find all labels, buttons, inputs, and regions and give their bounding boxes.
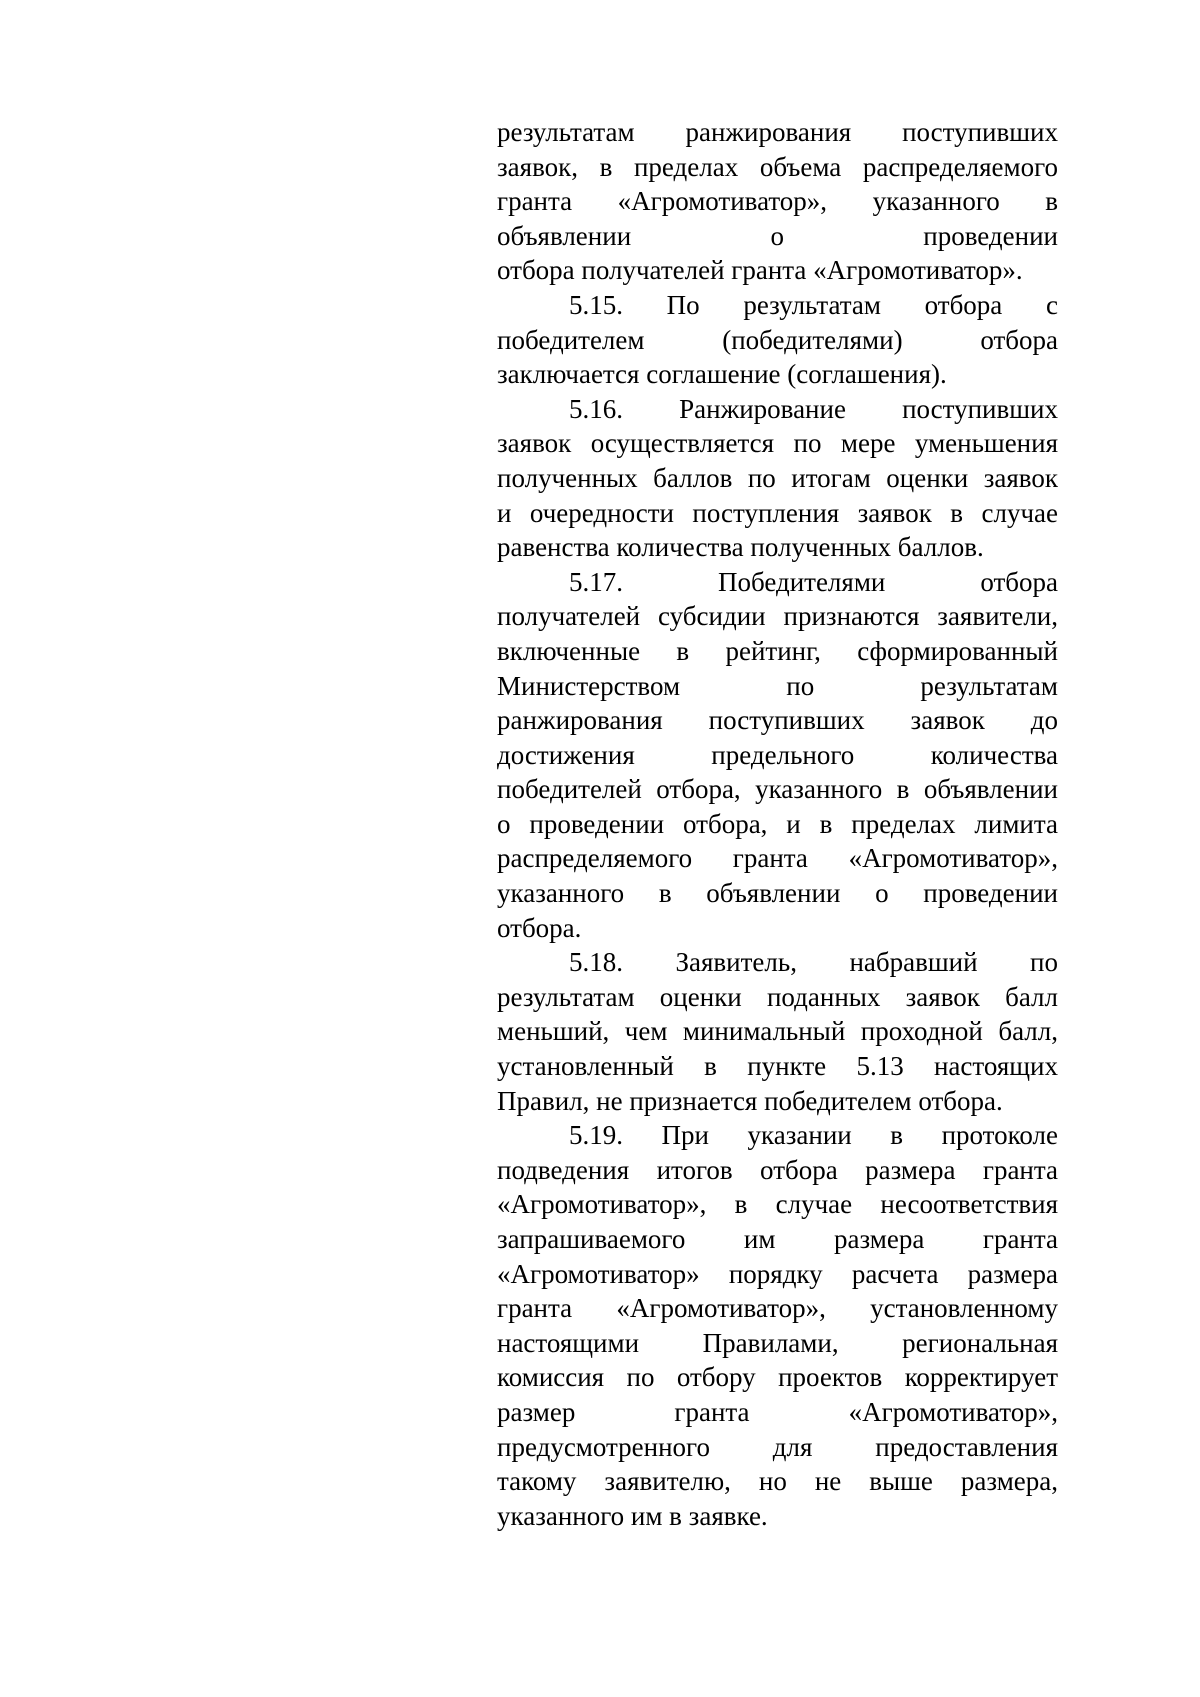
numbered-paragraph xyxy=(497,288,1058,392)
word: набравший xyxy=(849,947,978,978)
text-line: предусмотренного для предоставления xyxy=(497,1431,1058,1462)
text-line: «Агромотиватор», в случае несоответствия xyxy=(497,1189,1058,1220)
text-line: включенные в рейтинг, сформированный xyxy=(497,635,1058,666)
text-line: о проведении отбора, и в пределах лимита xyxy=(497,808,1058,839)
text-line: результатам оценки поданных заявок балл xyxy=(497,981,1058,1012)
continuation-paragraph xyxy=(497,115,1058,288)
text-line: ранжирования поступивших заявок до xyxy=(497,705,1058,736)
text-line: победителем (победителями) отбора xyxy=(497,324,1058,355)
word: результатам xyxy=(743,289,881,320)
text-line xyxy=(497,392,1058,427)
text-line xyxy=(497,945,1058,980)
numbered-paragraph xyxy=(497,565,1058,946)
word: По xyxy=(666,289,700,320)
text-line: равенства количества полученных баллов. xyxy=(497,532,984,563)
text-line: получателей субсидии признаются заявители, xyxy=(497,601,1058,632)
text-line: размер гранта «Агромотиватор», xyxy=(497,1396,1058,1427)
text-line: отбора. xyxy=(497,912,582,943)
text-line: и очередности поступления заявок в случае xyxy=(497,497,1058,528)
paragraph-number: 5.18. xyxy=(569,947,623,978)
text-line: отбора получателей гранта «Агромотиватор». xyxy=(497,255,1023,286)
text-line: результатам ранжирования поступивших xyxy=(497,117,1058,147)
text-line: меньший, чем минимальный проходной балл, xyxy=(497,1016,1058,1047)
text-line: «Агромотиватор» порядку расчета размера xyxy=(497,1258,1058,1289)
word: указании xyxy=(747,1120,852,1151)
text-line xyxy=(497,565,1058,600)
text-line: заявок, в пределах объема распределяемого xyxy=(497,151,1058,182)
text-line: настоящими Правилами, региональная xyxy=(497,1327,1058,1358)
word: с xyxy=(1045,289,1058,320)
word: отбора xyxy=(980,566,1058,597)
text-line: достижения предельного количества xyxy=(497,739,1058,770)
text-column xyxy=(497,115,1058,1533)
text-line: установленный в пункте 5.13 настоящих xyxy=(497,1051,1058,1082)
text-line: запрашиваемого им размера гранта xyxy=(497,1224,1058,1254)
text-line: указанного в объявлении о проведении xyxy=(497,878,1058,909)
text-line: гранта «Агромотиватор», установленному xyxy=(497,1293,1058,1324)
word: протоколе xyxy=(941,1120,1058,1151)
word: Ранжирование xyxy=(679,393,846,424)
text-line: объявлении о проведении xyxy=(497,220,1058,251)
text-line: заключается соглашение (соглашения). xyxy=(497,359,947,390)
numbered-paragraph xyxy=(497,392,1058,565)
word: по xyxy=(1030,947,1058,978)
paragraph-number: 5.17. xyxy=(569,566,623,597)
paragraph-number: 5.15. xyxy=(569,289,623,320)
text-line: Правил, не признается победителем отбора. xyxy=(497,1085,1003,1116)
word: в xyxy=(890,1120,904,1151)
paragraph-number: 5.19. xyxy=(569,1120,623,1151)
text-line: гранта «Агромотиватор», указанного в xyxy=(497,186,1058,217)
text-line xyxy=(497,288,1058,323)
text-line: победителей отбора, указанного в объявлении xyxy=(497,774,1058,805)
paragraph-number: 5.16. xyxy=(569,393,623,424)
numbered-paragraph xyxy=(497,1118,1058,1533)
text-line: Министерством по результатам xyxy=(497,670,1058,701)
text-line: полученных баллов по итогам оценки заявок xyxy=(497,462,1058,493)
text-line: подведения итогов отбора размера гранта xyxy=(497,1154,1058,1185)
word: поступивших xyxy=(902,393,1058,424)
word: При xyxy=(661,1120,709,1151)
word: Победителями xyxy=(717,566,886,597)
text-line: заявок осуществляется по мере уменьшения xyxy=(497,428,1058,459)
numbered-paragraph xyxy=(497,945,1058,1118)
text-line xyxy=(497,1118,1058,1153)
text-line: комиссия по отбору проектов корректирует xyxy=(497,1362,1058,1393)
text-line: распределяемого гранта «Агромотиватор», xyxy=(497,843,1058,874)
text-line: указанного им в заявке. xyxy=(497,1500,768,1531)
word: Заявитель, xyxy=(675,947,797,978)
text-line: такому заявителю, но не выше размера, xyxy=(497,1466,1058,1497)
word: отбора xyxy=(924,289,1003,320)
